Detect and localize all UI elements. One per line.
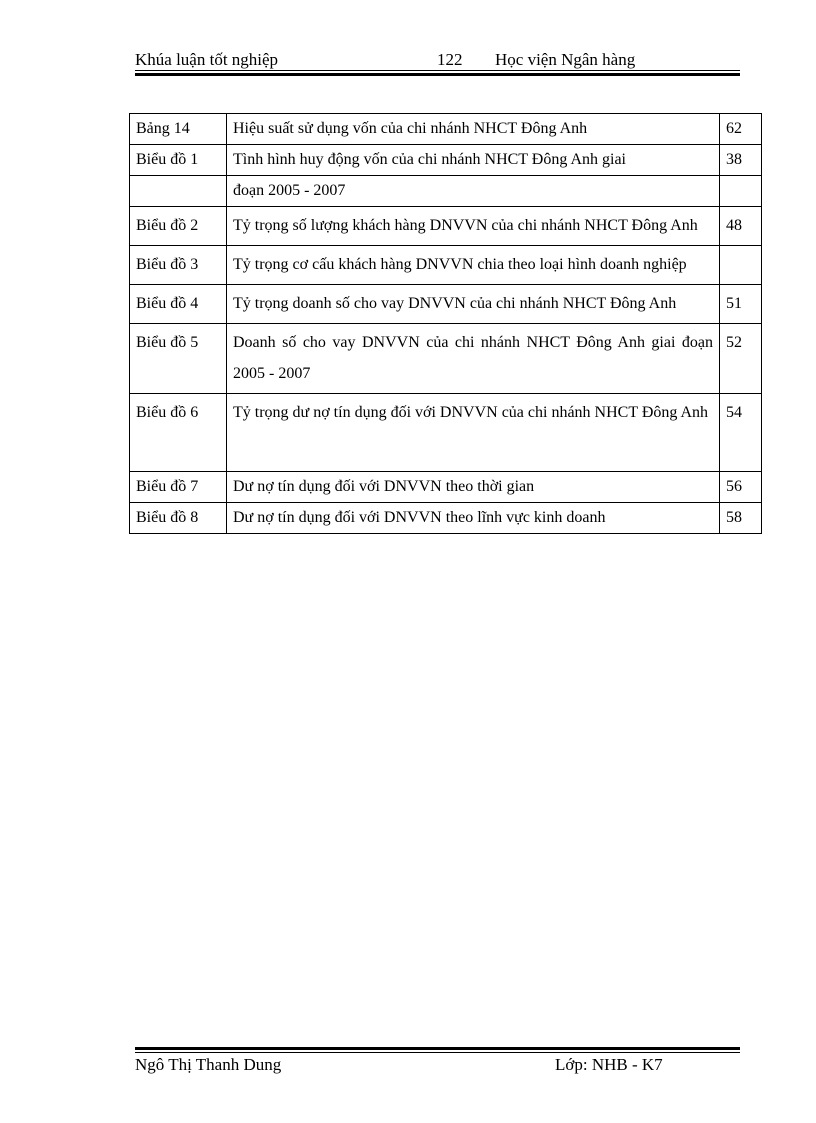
header-page-number: 122 — [437, 50, 463, 69]
row-label: Biểu đồ 6 — [130, 394, 227, 472]
row-page: 38 — [720, 145, 762, 176]
row-label: Biểu đồ 2 — [130, 207, 227, 246]
header-institution: Học viện Ngân hàng — [495, 50, 636, 69]
row-label: Biểu đồ 8 — [130, 503, 227, 534]
table-row — [130, 246, 762, 285]
row-description: Tình hình huy động vốn của chi nhánh NHCT Đông Anh giai — [227, 145, 720, 176]
table-row — [130, 285, 762, 324]
row-page: 51 — [720, 285, 762, 324]
row-description: Doanh số cho vay DNVVN của chi nhánh NHCT Đông Anh giai đoạn 2005 - 2007 — [227, 324, 720, 394]
footer-author: Ngô Thị Thanh Dung — [135, 1055, 282, 1074]
row-description: đoạn 2005 - 2007 — [227, 176, 720, 207]
header-rule-thin — [135, 70, 740, 71]
row-page: 58 — [720, 503, 762, 534]
figure-list-table — [129, 113, 762, 534]
row-label — [130, 176, 227, 207]
row-label: Bảng 14 — [130, 114, 227, 145]
row-label: Biểu đồ 7 — [130, 472, 227, 503]
footer-class: Lớp: NHB - K7 — [555, 1055, 663, 1074]
footer-rule-thick — [135, 1047, 740, 1050]
row-label: Biểu đồ 1 — [130, 145, 227, 176]
row-label: Biểu đồ 3 — [130, 246, 227, 285]
row-description: Dư nợ tín dụng đối với DNVVN theo thời gian — [227, 472, 720, 503]
row-label: Biểu đồ 4 — [130, 285, 227, 324]
row-page: 56 — [720, 472, 762, 503]
row-page: 62 — [720, 114, 762, 145]
row-description: Tỷ trọng doanh số cho vay DNVVN của chi nhánh NHCT Đông Anh — [227, 285, 720, 324]
table-row — [130, 176, 762, 207]
row-page — [720, 176, 762, 207]
row-description: Tỷ trọng cơ cấu khách hàng DNVVN chia theo loại hình doanh nghiệp — [227, 246, 720, 285]
row-page — [720, 246, 762, 285]
row-page: 52 — [720, 324, 762, 394]
table-row — [130, 114, 762, 145]
row-page: 54 — [720, 394, 762, 472]
row-description: Tỷ trọng dư nợ tín dụng đối với DNVVN của chi nhánh NHCT Đông Anh — [227, 394, 720, 472]
row-description: Tỷ trọng số lượng khách hàng DNVVN của chi nhánh NHCT Đông Anh — [227, 207, 720, 246]
table-row — [130, 207, 762, 246]
row-description: Hiệu suất sử dụng vốn của chi nhánh NHCT Đông Anh — [227, 114, 720, 145]
row-description: Dư nợ tín dụng đối với DNVVN theo lĩnh vực kinh doanh — [227, 503, 720, 534]
footer-rule-thin — [135, 1052, 740, 1053]
table-row — [130, 472, 762, 503]
table-row — [130, 394, 762, 472]
header-rule-thick — [135, 73, 740, 76]
table-row — [130, 503, 762, 534]
row-page: 48 — [720, 207, 762, 246]
table-row — [130, 324, 762, 394]
table-row — [130, 145, 762, 176]
header-thesis-title: Khúa luận tốt nghiệp — [135, 50, 279, 69]
row-label: Biểu đồ 5 — [130, 324, 227, 394]
